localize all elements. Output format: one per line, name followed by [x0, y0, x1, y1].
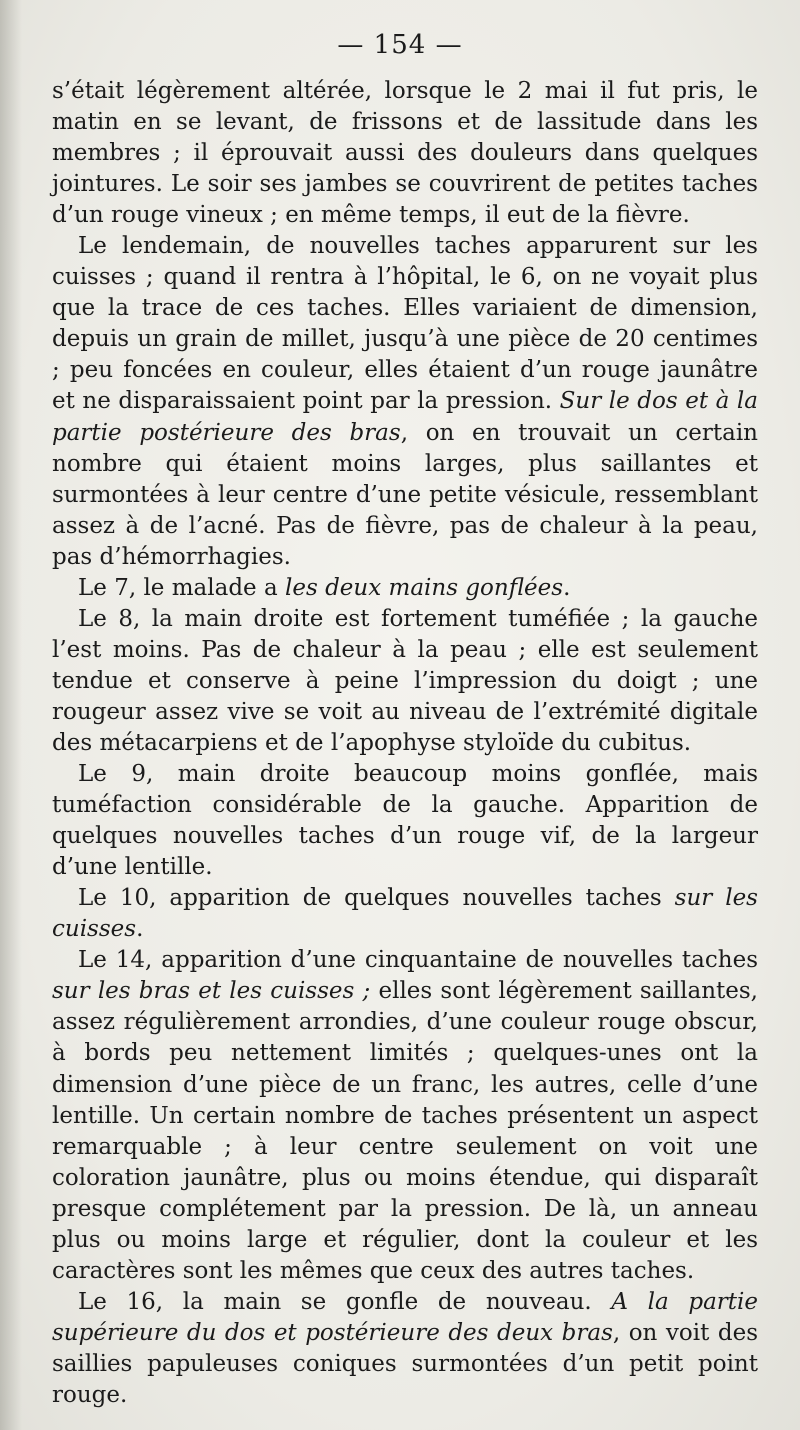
italic-text-run: Sur le dos et à la partie postérieure des bras	[52, 388, 758, 446]
italic-text-run: A la partie supérieure du dos et postérieure des deux bras	[52, 1288, 758, 1346]
text-run: Le 14, apparition d’une cinquantaine de nouvelles taches	[78, 947, 758, 974]
paragraph	[52, 759, 758, 883]
body-text	[52, 76, 758, 1411]
paragraph	[52, 945, 758, 1287]
italic-text-run: sur les cuisses	[52, 885, 758, 943]
italic-text-run: les deux mains gonflées	[285, 574, 564, 601]
paragraph	[52, 883, 758, 945]
text-run: .	[136, 916, 144, 943]
paragraph	[52, 76, 758, 231]
paragraph	[52, 231, 758, 573]
paragraph	[52, 604, 758, 759]
text-run: elles sont légèrement saillantes, assez régulièrement arrondies, d’une couleur rouge obscur, à bords peu nettement limités ; quelques-unes ont la dimension d’une pièce de un franc, les autres, celle d’une lentille. Un certain nombre de taches présentent un aspect remarquable ; à leur centre seulement on voit une coloration jaunâtre, plus ou moins étendue, qui disparaît presque complétement par la pression. De là, un anneau plus ou moins large et régulier, dont la couleur et les caractères sont les mêmes que ceux des autres taches.	[52, 978, 758, 1284]
text-run: .	[563, 574, 571, 601]
binding-shadow	[0, 0, 22, 1430]
text-run: s’était légèrement altérée, lorsque le 2 mai il fut pris, le matin en se levant, de frissons et de lassitude dans les membres ; il éprouvait aussi des douleurs dans quelques jointures. Le soir ses jambes se couvrirent de petites taches d’un rouge vineux ; en même temps, il eut de la fièvre.	[52, 78, 758, 229]
text-run: Le 9, main droite beaucoup moins gonflée, mais tuméfaction considérable de la gauche. Apparition de quelques nouvelles taches d’un rouge vif, de la largeur d’une lentille.	[52, 761, 758, 881]
text-run: , on voit des saillies papuleuses coniques surmontées d’un petit point rouge.	[52, 1319, 758, 1408]
text-run: Le lendemain, de nouvelles taches apparurent sur les cuisses ; quand il rentra à l’hôpital, le 6, on ne voyait plus que la trace de ces taches. Elles variaient de dimension, depuis un grain de millet, jusqu’à une pièce de 20 centimes ; peu foncées en couleur, elles étaient d’un rouge jaunâtre et ne disparaissaient point par la pression.	[52, 233, 758, 415]
text-run: Le 16, la main se gonfle de nouveau.	[78, 1288, 612, 1315]
text-run: Le 8, la main droite est fortement tuméfiée ; la gauche l’est moins. Pas de chaleur à la peau ; elle est seulement tendue et conserve à peine l’impression du doigt ; une rougeur assez vive se voit au niveau de l’extrémité digitale des métacarpiens et de l’apophyse styloïde du cubitus.	[52, 605, 758, 756]
text-run: Le 7, le malade a	[78, 574, 285, 601]
page-number: — 154 —	[337, 30, 463, 60]
italic-text-run: sur les bras et les cuisses ;	[52, 978, 371, 1005]
text-run: , on en trouvait un certain nombre qui étaient moins larges, plus saillantes et surmontées à leur centre d’une petite vésicule, ressemblant assez à de l’acné. Pas de fièvre, pas de chaleur à la peau, pas d’hémorrhagies.	[52, 419, 758, 570]
paragraph	[52, 1287, 758, 1411]
text-run: Le 10, apparition de quelques nouvelles taches	[78, 885, 675, 912]
paragraph	[52, 573, 758, 604]
